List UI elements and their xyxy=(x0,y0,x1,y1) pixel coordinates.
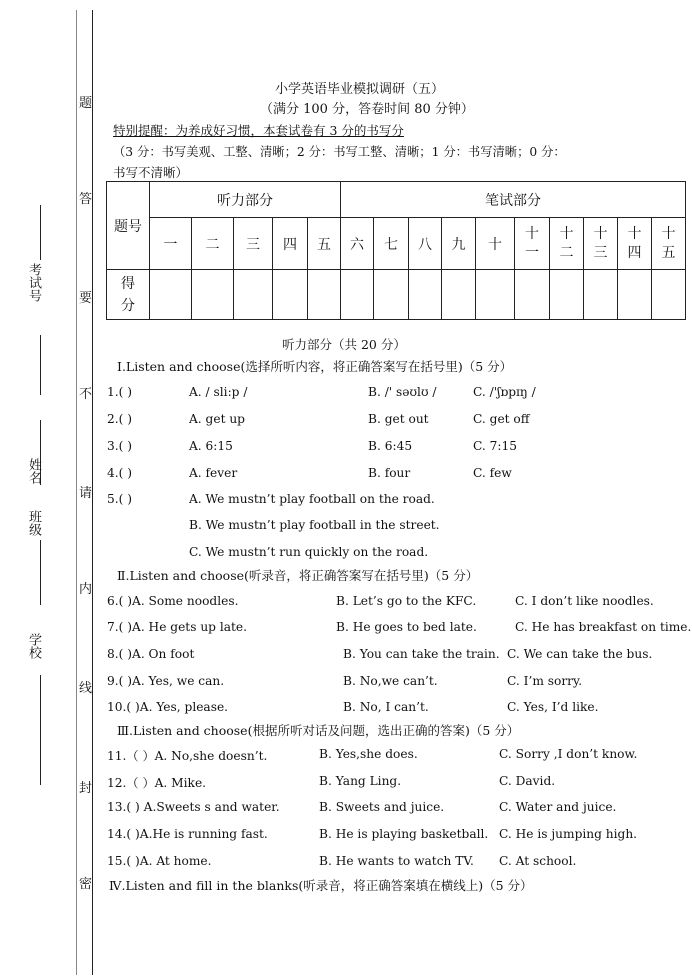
score-cell[interactable] xyxy=(618,270,652,320)
q4-num: 4.( ) xyxy=(107,466,133,480)
q4-option-c: C. few xyxy=(473,466,512,480)
seal-char: 答 xyxy=(79,192,93,207)
q3-option-b: B. 6:45 xyxy=(368,439,413,453)
class-label: 班级 xyxy=(26,510,41,536)
col-10: 十 xyxy=(476,218,515,270)
q6-option-c: C. I don’t like noodles. xyxy=(515,594,654,608)
q12-num-option-a: 12.（ ）A. Mike. xyxy=(107,776,207,790)
q14-num-option-a: 14.( )A.He is running fast. xyxy=(107,827,268,841)
section-4-title: Ⅳ.Listen and fill in the blanks(听录音，将正确答案填在横线上)（5 分） xyxy=(109,878,533,893)
q3-num: 3.( ) xyxy=(107,439,133,453)
score-cell[interactable] xyxy=(584,270,618,320)
q10-option-c: C. Yes, I’d like. xyxy=(507,700,599,714)
score-cell[interactable] xyxy=(150,270,192,320)
q6-num-option-a: 6.( )A. Some noodles. xyxy=(107,594,239,608)
col-11-bottom: 一 xyxy=(525,244,539,261)
col-15-bottom: 五 xyxy=(661,244,676,261)
listening-header: 听力部分 xyxy=(150,182,341,218)
score-table xyxy=(106,181,686,320)
seal-char: 不 xyxy=(79,387,93,402)
score-cell[interactable] xyxy=(341,270,374,320)
score-cell[interactable] xyxy=(374,270,409,320)
q15-option-b: B. He wants to watch TV. xyxy=(319,854,474,868)
col-2: 二 xyxy=(192,218,234,270)
q1-option-b: B. /' səʊlʊ / xyxy=(368,385,437,399)
q2-option-b: B. get out xyxy=(368,412,429,426)
q9-option-c: C. I’m sorry. xyxy=(507,674,583,688)
student-id-line xyxy=(40,205,41,260)
section-1-title: Ⅰ.Listen and choose(选择所听内容，将正确答案写在括号里)（5 分） xyxy=(117,359,513,374)
score-cell[interactable] xyxy=(308,270,341,320)
col-13 xyxy=(584,218,618,270)
seal-char: 请 xyxy=(79,486,93,501)
col-3: 三 xyxy=(234,218,273,270)
col-13-top: 十 xyxy=(593,225,608,242)
q9-option-b: B. No,we can’t. xyxy=(343,674,438,688)
col-7: 七 xyxy=(374,218,409,270)
score-cell[interactable] xyxy=(515,270,550,320)
col-12-top: 十 xyxy=(559,225,574,242)
q4-option-a: A. fever xyxy=(189,466,238,480)
col-1: 一 xyxy=(150,218,192,270)
section-3-title: Ⅲ.Listen and choose(根据所听对话及问题，选出正确的答案)（5 分） xyxy=(117,723,520,738)
col-12-bottom: 二 xyxy=(559,244,574,261)
col-14 xyxy=(618,218,652,270)
q9-num-option-a: 9.( )A. Yes, we can. xyxy=(107,674,225,688)
q3-option-a: A. 6:15 xyxy=(189,439,233,453)
score-cell[interactable] xyxy=(192,270,234,320)
exam-subtitle: （满分 100 分，答卷时间 80 分钟） xyxy=(260,102,474,117)
score-cell[interactable] xyxy=(273,270,308,320)
q5-option-a: A. We mustn’t play football on the road. xyxy=(189,492,435,506)
score-row-label xyxy=(107,270,150,320)
q2-option-a: A. get up xyxy=(189,412,245,426)
col-15 xyxy=(652,218,686,270)
binding-line-left xyxy=(76,10,77,975)
q13-option-c: C. Water and juice. xyxy=(499,800,617,814)
q10-option-b: B. No, I can’t. xyxy=(343,700,429,714)
scoring-rules-line2: 书写不清晰） xyxy=(113,165,189,180)
q6-option-b: B. Let’s go to the KFC. xyxy=(336,594,477,608)
seal-char: 内 xyxy=(79,582,93,597)
q1-num: 1.( ) xyxy=(107,385,133,399)
q5-option-c: C. We mustn’t run quickly on the road. xyxy=(189,545,429,559)
q7-option-c: C. He has breakfast on time. xyxy=(515,620,692,634)
q11-option-b: B. Yes,she does. xyxy=(319,747,418,761)
student-id-label: 考试号 xyxy=(26,263,41,302)
q15-num-option-a: 15.( )A. At home. xyxy=(107,854,212,868)
q1-option-c: C. /'ʃɒpɪŋ / xyxy=(473,385,536,399)
q14-option-c: C. He is jumping high. xyxy=(499,827,638,841)
col-12 xyxy=(550,218,584,270)
col-6: 六 xyxy=(341,218,374,270)
q12-option-c: C. David. xyxy=(499,774,556,788)
q15-option-c: C. At school. xyxy=(499,854,577,868)
q11-option-c: C. Sorry ,I don’t know. xyxy=(499,747,638,761)
col-9: 九 xyxy=(442,218,476,270)
score-row-label-top: 得 xyxy=(121,275,135,292)
col-14-top: 十 xyxy=(627,225,642,242)
q3-option-c: C. 7:15 xyxy=(473,439,518,453)
school-line xyxy=(40,675,41,785)
exam-title: 小学英语毕业模拟调研（五） xyxy=(275,82,445,97)
q7-option-b: B. He goes to bed late. xyxy=(336,620,477,634)
q13-num-option-a: 13.( ) A.Sweets s and water. xyxy=(107,800,280,814)
q8-option-b: B. You can take the train. xyxy=(343,647,500,661)
seal-char: 封 xyxy=(79,781,93,796)
seal-char: 题 xyxy=(79,96,93,111)
q5-option-b: B. We mustn’t play football in the street. xyxy=(189,518,440,532)
seal-char: 要 xyxy=(79,291,93,306)
written-header: 笔试部分 xyxy=(341,182,686,218)
handwriting-reminder: 特别提醒：为养成好习惯，本套试卷有 3 分的书写分 xyxy=(113,123,404,138)
scoring-rules-line1: （3 分：书写美观、工整、清晰；2 分：书写工整、清晰；1 分：书写清晰；0 分： xyxy=(113,145,566,159)
student-id-line-lower xyxy=(40,335,41,395)
name-label: 姓名 xyxy=(26,458,41,484)
q8-option-c: C. We can take the bus. xyxy=(507,647,653,661)
col-13-bottom: 三 xyxy=(593,244,608,261)
q13-option-b: B. Sweets and juice. xyxy=(319,800,445,814)
score-cell[interactable] xyxy=(550,270,584,320)
q8-num-option-a: 8.( )A. On foot xyxy=(107,647,195,661)
col-8: 八 xyxy=(409,218,442,270)
score-cell[interactable] xyxy=(442,270,476,320)
q1-option-a: A. / sli:p / xyxy=(189,385,248,399)
q12-option-b: B. Yang Ling. xyxy=(319,774,402,788)
col-14-bottom: 四 xyxy=(627,244,642,261)
col-4: 四 xyxy=(273,218,308,270)
q14-option-b: B. He is playing basketball. xyxy=(319,827,489,841)
q7-num-option-a: 7.( )A. He gets up late. xyxy=(107,620,247,634)
school-label: 学校 xyxy=(26,633,41,659)
q2-num: 2.( ) xyxy=(107,412,133,426)
seal-char: 线 xyxy=(79,681,93,696)
score-cell[interactable] xyxy=(652,270,686,320)
qnum-header: 题号 xyxy=(107,182,150,270)
q5-num: 5.( ) xyxy=(107,492,133,506)
col-11 xyxy=(515,218,550,270)
q4-option-b: B. four xyxy=(368,466,411,480)
col-15-top: 十 xyxy=(661,225,676,242)
q10-num-option-a: 10.( )A. Yes, please. xyxy=(107,700,229,714)
score-cell[interactable] xyxy=(409,270,442,320)
seal-char: 密 xyxy=(79,877,93,892)
q11-num-option-a: 11.（ ）A. No,she doesn’t. xyxy=(107,749,268,763)
score-cell[interactable] xyxy=(476,270,515,320)
class-line xyxy=(40,540,41,605)
q2-option-c: C. get off xyxy=(473,412,530,426)
binding-line xyxy=(92,10,93,975)
col-5: 五 xyxy=(308,218,341,270)
score-cell[interactable] xyxy=(234,270,273,320)
score-row-label-bottom: 分 xyxy=(121,297,135,314)
listening-heading: 听力部分（共 20 分） xyxy=(282,337,406,352)
col-11-top: 十 xyxy=(525,225,539,242)
section-2-title: Ⅱ.Listen and choose(听录音，将正确答案写在括号里)（5 分） xyxy=(117,568,479,583)
